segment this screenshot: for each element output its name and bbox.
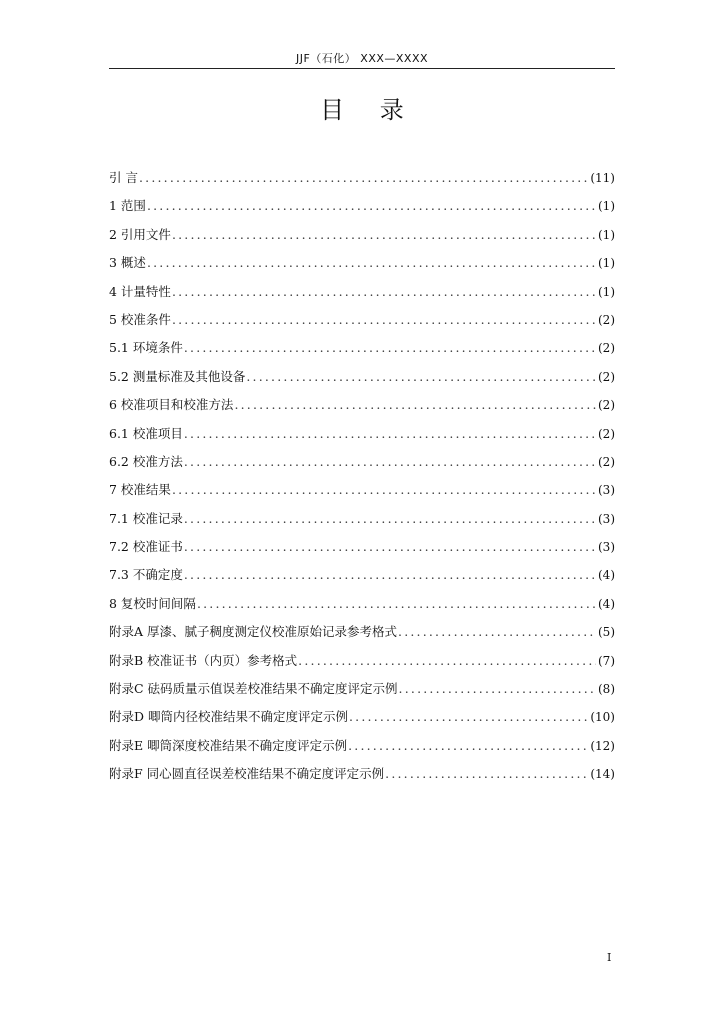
toc-leader-dots <box>183 539 596 554</box>
toc-entry-label: 7 校准结果 <box>109 482 171 498</box>
toc-entry-label: 6 校准项目和校准方法 <box>109 397 234 413</box>
table-of-contents <box>109 168 615 793</box>
toc-entry-label: 5.1 环境条件 <box>109 340 183 356</box>
toc-entry-page: (10) <box>590 710 615 725</box>
toc-entry-label: 附录E 唧筒深度校准结果不确定度评定示例 <box>109 737 348 753</box>
toc-entry-label: 附录B 校准证书（内页）参考格式 <box>109 652 298 668</box>
toc-entry-label: 7.3 不确定度 <box>109 567 183 583</box>
toc-entry-label: 1 范围 <box>109 198 146 214</box>
toc-entry-page: (4) <box>598 596 615 611</box>
toc-entry[interactable] <box>109 622 615 650</box>
toc-leader-dots <box>233 397 596 412</box>
toc-leader-dots <box>196 596 596 611</box>
toc-leader-dots <box>146 255 596 270</box>
toc-leader-dots <box>347 738 588 753</box>
page-number: I <box>607 951 612 964</box>
toc-entry[interactable] <box>109 367 615 395</box>
toc-leader-dots <box>183 426 596 441</box>
toc-entry[interactable] <box>109 537 615 565</box>
toc-entry-page: (7) <box>598 653 615 668</box>
toc-entry-label: 5.2 测量标准及其他设备 <box>109 368 246 384</box>
toc-entry-page: (2) <box>598 454 615 469</box>
toc-entry-label: 4 计量特性 <box>109 283 171 299</box>
toc-entry-page: (1) <box>598 284 615 299</box>
toc-entry-page: (1) <box>598 199 615 214</box>
toc-entry-label: 8 复校时间间隔 <box>109 595 196 611</box>
toc-entry-label: 6.2 校准方法 <box>109 453 183 469</box>
toc-entry-page: (2) <box>598 426 615 441</box>
toc-entry-page: (3) <box>598 540 615 555</box>
toc-leader-dots <box>384 766 588 781</box>
toc-leader-dots <box>183 511 596 526</box>
toc-entry[interactable] <box>109 594 615 622</box>
toc-leader-dots <box>171 227 596 242</box>
header-rule <box>109 68 615 69</box>
toc-leader-dots <box>348 709 588 724</box>
toc-entry[interactable] <box>109 338 615 366</box>
toc-entry[interactable] <box>109 651 615 679</box>
toc-entry-page: (3) <box>598 483 615 498</box>
toc-entry[interactable] <box>109 679 615 707</box>
toc-entry-page: (3) <box>598 511 615 526</box>
toc-entry[interactable] <box>109 736 615 764</box>
toc-leader-dots <box>171 312 596 327</box>
toc-entry[interactable] <box>109 480 615 508</box>
toc-entry-page: (4) <box>598 568 615 583</box>
toc-entry-page: (2) <box>598 312 615 327</box>
toc-entry[interactable] <box>109 253 615 281</box>
toc-entry-label: 附录C 砝码质量示值误差校准结果不确定度评定示例 <box>109 681 398 697</box>
toc-entry[interactable] <box>109 565 615 593</box>
toc-entry-page: (2) <box>598 341 615 356</box>
toc-leader-dots <box>146 198 596 213</box>
toc-entry-page: (11) <box>590 171 615 185</box>
toc-entry-page: (2) <box>598 398 615 413</box>
toc-entry-label: 附录F 同心圆直径误差校准结果不确定度评定示例 <box>109 766 385 782</box>
toc-entry-label: 附录D 唧筒内径校准结果不确定度评定示例 <box>109 709 348 725</box>
toc-entry-page: (1) <box>598 256 615 271</box>
toc-entry-page: (8) <box>598 682 615 697</box>
toc-leader-dots <box>171 284 596 299</box>
toc-entry[interactable] <box>109 764 615 792</box>
toc-entry-label: 6.1 校准项目 <box>109 425 183 441</box>
toc-entry-label: 2 引用文件 <box>109 226 171 242</box>
toc-leader-dots <box>183 454 596 469</box>
toc-leader-dots <box>183 340 596 355</box>
toc-entry-page: (12) <box>590 738 615 753</box>
toc-entry-page: (2) <box>598 369 615 384</box>
toc-entry[interactable] <box>109 310 615 338</box>
toc-entry[interactable] <box>109 452 615 480</box>
toc-entry-page: (14) <box>590 767 615 782</box>
toc-entry[interactable] <box>109 424 615 452</box>
toc-leader-dots <box>397 624 596 639</box>
toc-entry-page: (5) <box>598 625 615 640</box>
toc-entry-label: 引 言 <box>109 170 138 185</box>
toc-entry[interactable] <box>109 225 615 253</box>
toc-leader-dots <box>297 653 596 668</box>
toc-leader-dots <box>183 567 596 582</box>
toc-entry-label: 7.2 校准证书 <box>109 539 183 555</box>
toc-leader-dots <box>171 482 596 497</box>
toc-leader-dots <box>398 681 596 696</box>
toc-entry[interactable] <box>109 395 615 423</box>
toc-entry[interactable] <box>109 196 615 224</box>
toc-entry-page: (1) <box>598 227 615 242</box>
toc-entry[interactable] <box>109 707 615 735</box>
toc-entry[interactable] <box>109 282 615 310</box>
toc-entry-label: 5 校准条件 <box>109 311 171 327</box>
toc-entry-label: 3 概述 <box>109 255 146 271</box>
page-title: 目 录 <box>320 96 418 124</box>
toc-entry[interactable] <box>109 509 615 537</box>
toc-entry-label: 附录A 厚漆、腻子稠度测定仪校准原始记录参考格式 <box>109 624 398 640</box>
toc-entry[interactable] <box>109 168 615 196</box>
toc-leader-dots <box>245 369 596 384</box>
toc-entry-label: 7.1 校准记录 <box>109 510 183 526</box>
toc-leader-dots <box>138 170 588 185</box>
running-header: JJF（石化） XXX—XXXX <box>295 52 429 65</box>
